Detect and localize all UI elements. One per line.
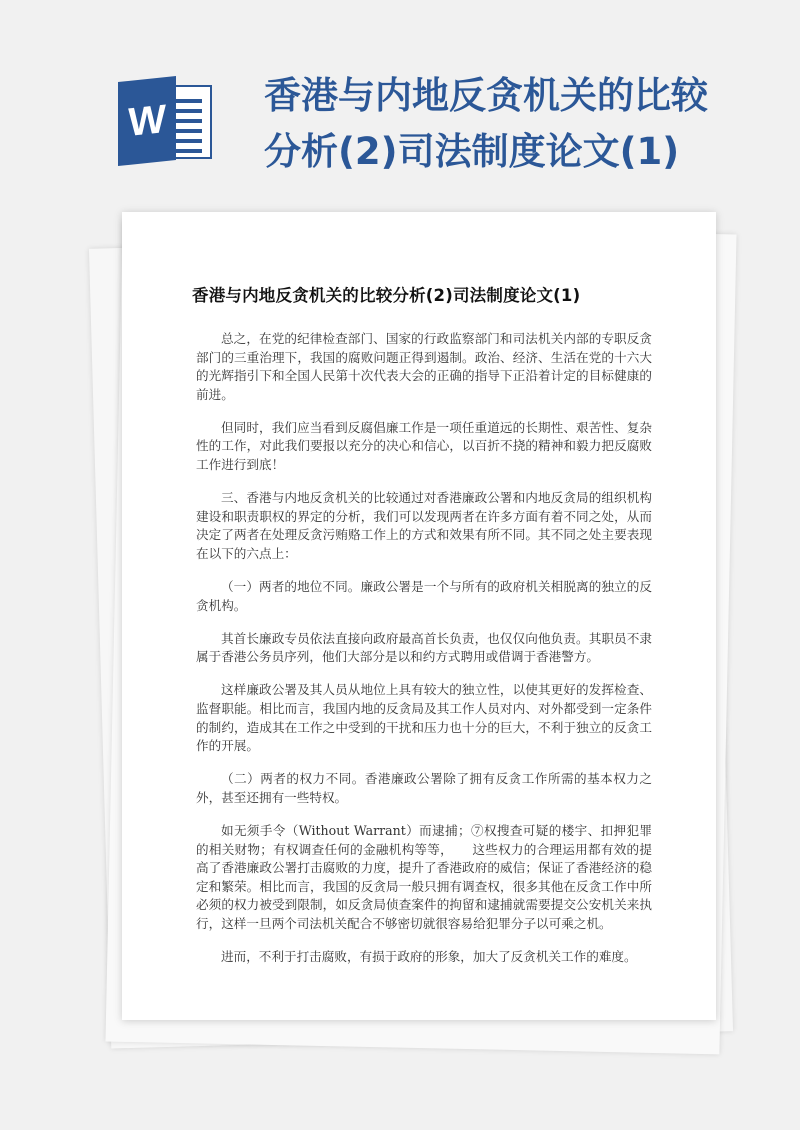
word-document-icon (118, 79, 214, 163)
paragraph-6: 这样廉政公署及其人员从地位上具有较大的独立性，以使其更好的发挥检查、监督职能。相比而言，我国内地的反贪局及其工作人员对内、对外都受到一定条件的制约，造成其在工作之中受到的干扰和压力也十分的巨大，不利于独立的反贪工作的开展。 (196, 682, 652, 754)
paragraph-4: （一）两者的地位不同。廉政公署是一个与所有的政府机关相脱离的独立的反贪机构。 (196, 579, 652, 613)
paragraph-2: 但同时，我们应当看到反腐倡廉工作是一项任重道远的长期性、艰苦性、复杂性的工作，对此我们要报以充分的决心和信心，以百折不挠的精神和毅力把反腐败工作进行到底！ (196, 419, 652, 473)
paragraph-8: 如无须手令（Without Warrant）而逮捕；⑦权搜查可疑的楼宇、扣押犯罪的相关财物；有权调查任何的金融机构等等， 这些权力的合理运用都有效的提高了香港廉政公署打击腐败的力度，提升了香港政府的威信；保证了香港经济的稳定和繁荣。相比而言，我国的反贪局一般只拥有调查权，很多其他在反贪工作中所必须的权力被受到限制，如反贪局侦查案件的拘留和逮捕就需要提交公安机关来执行，这样一旦两个司法机关配合不够密切就很容易给犯罪分子以可乘之机。 (196, 822, 652, 931)
page-title: 香港与内地反贪机关的比较分析(2)司法制度论文(1) (264, 74, 708, 173)
paragraph-1: 总之，在党的纪律检查部门、国家的行政监察部门和司法机关内部的专职反贪部门的三重治理下，我国的腐败问题正得到遏制。政治、经济、生活在党的十六大的光辉指引下和全国人民第十次代表大会的正确的指导下正沿着计定的目标健康的前进。 (196, 331, 652, 402)
document-title: 香港与内地反贪机关的比较分析(2)司法制度论文(1) (192, 286, 581, 305)
word-logo-letter: W (128, 96, 166, 145)
word-logo-tile (118, 76, 176, 166)
document-page (122, 212, 716, 1020)
header (0, 0, 800, 200)
paragraph-5: 其首长廉政专员依法直接向政府最高首长负责，也仅仅向他负责。其职员不隶属于香港公务员序列，他们大部分是以和约方式聘用或借调于香港警方。 (196, 630, 652, 665)
paragraph-3: 三、香港与内地反贪机关的比较通过对香港廉政公署和内地反贪局的组织机构建设和职责职权的界定的分析，我们可以发现两者在许多方面有着不同之处，从而决定了两者在处理反贪污贿赂工作上的方式和效果有所不同。其不同之处主要表现在以下的六点上： (196, 490, 652, 561)
document-body (196, 330, 652, 981)
paragraph-9: 进而，不利于打击腐败，有损于政府的形象，加大了反贪机关工作的难度。 (221, 949, 637, 965)
paragraph-7: （二）两者的权力不同。香港廉政公署除了拥有反贪工作所需的基本权力之外，甚至还拥有一些特权。 (196, 771, 652, 805)
